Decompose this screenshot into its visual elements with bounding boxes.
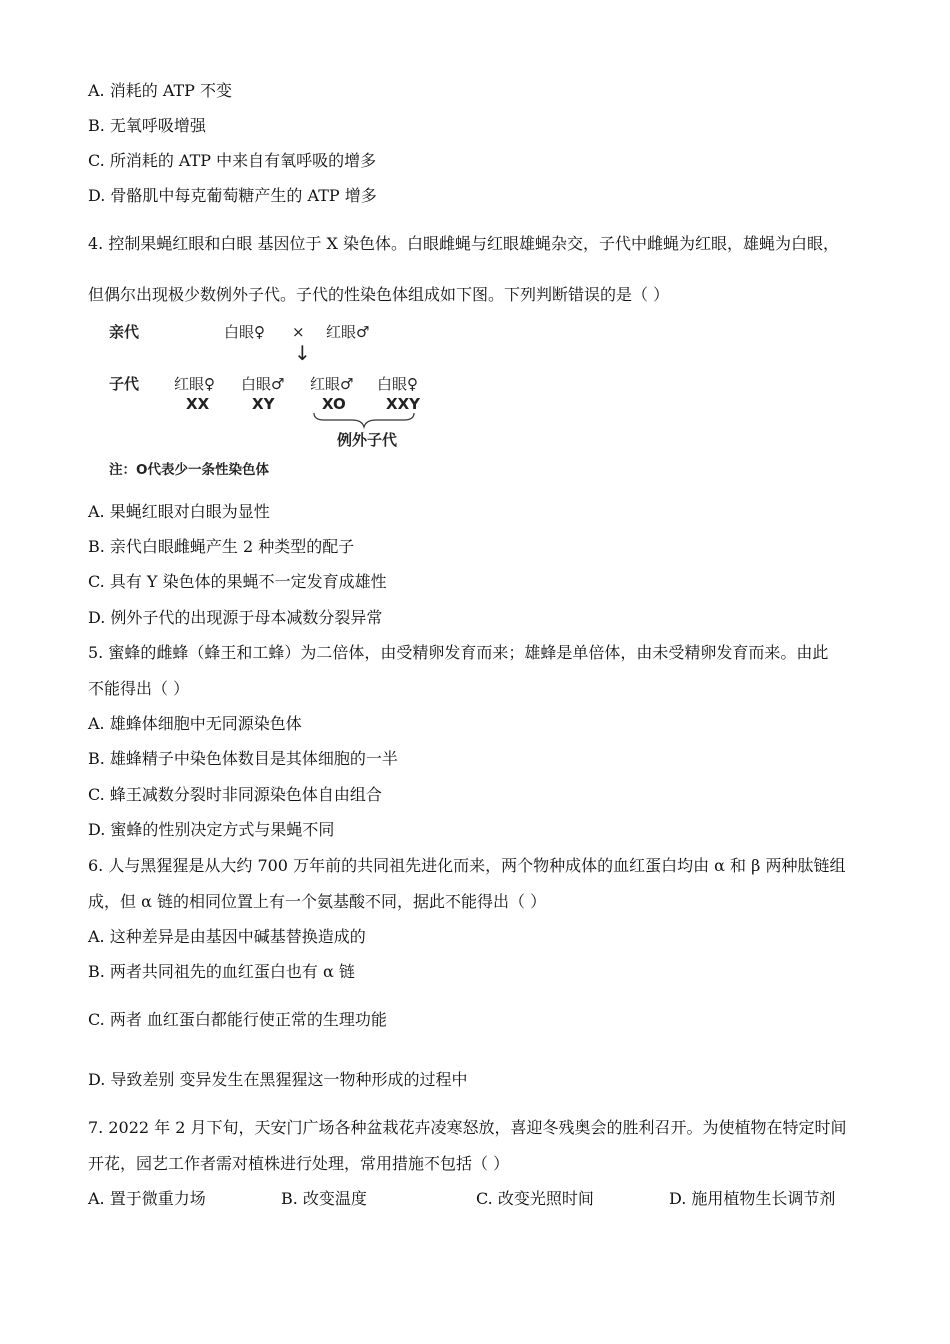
q3-option-c: C. 所消耗的 ATP 中来自有氧呼吸的增多 bbox=[88, 151, 377, 170]
q3-option-a: A. 消耗的 ATP 不变 bbox=[88, 81, 233, 100]
offspring-2-genotype: XY bbox=[252, 395, 275, 413]
q7-option-c: C. 改变光照时间 bbox=[476, 1189, 594, 1208]
offspring-1-phenotype: 红眼♀ bbox=[174, 375, 215, 393]
q6-option-d: D. 导致差别 变异发生在黑猩猩这一物种形成的过程中 bbox=[88, 1070, 468, 1089]
q4-option-c: C. 具有 Y 染色体的果蝇不一定发育成雄性 bbox=[88, 572, 387, 591]
q6-stem-line1: 6. 人与黑猩猩是从大约 700 万年前的共同祖先进化而来，两个物种成体的血红蛋白均由 α 和 β 两种肽链组 bbox=[88, 856, 846, 875]
q5-option-a: A. 雄蜂体细胞中无同源染色体 bbox=[88, 714, 302, 733]
offspring-2-phenotype: 白眼♂ bbox=[241, 375, 285, 393]
q5-stem-line2: 不能得出（ ） bbox=[88, 679, 190, 698]
down-arrow-icon: ↓ bbox=[294, 341, 311, 365]
q5-option-b: B. 雄蜂精子中染色体数目是其体细胞的一半 bbox=[88, 749, 398, 768]
offspring-3-genotype: XO bbox=[322, 395, 346, 413]
q7-stem-line2: 开花，园艺工作者需对植株进行处理，常用措施不包括（ ） bbox=[88, 1154, 510, 1173]
exception-offspring-label: 例外子代 bbox=[337, 431, 398, 449]
q7-option-b: B. 改变温度 bbox=[281, 1189, 367, 1208]
parent-male: 红眼♂ bbox=[326, 323, 370, 341]
offspring-1-genotype: XX bbox=[186, 395, 210, 413]
q6-option-a: A. 这种差异是由基因中碱基替换造成的 bbox=[88, 927, 366, 946]
figure-note: 注：O代表少一条性染色体 bbox=[109, 462, 269, 478]
q5-option-c: C. 蜂王减数分裂时非同源染色体自由组合 bbox=[88, 785, 382, 804]
q7-option-d: D. 施用植物生长调节剂 bbox=[669, 1189, 836, 1208]
q4-option-b: B. 亲代白眼雌蝇产生 2 种类型的配子 bbox=[88, 537, 355, 556]
q4-option-a: A. 果蝇红眼对白眼为显性 bbox=[88, 502, 270, 521]
offspring-generation-label: 子代 bbox=[109, 375, 140, 393]
cross-symbol: × bbox=[292, 323, 305, 341]
q6-stem-line2: 成，但 α 链的相同位置上有一个氨基酸不同，据此不能得出（ ） bbox=[88, 892, 547, 911]
offspring-4-genotype: XXY bbox=[386, 395, 420, 413]
parent-female: 白眼♀ bbox=[224, 323, 265, 341]
q5-option-d: D. 蜜蜂的性别决定方式与果蝇不同 bbox=[88, 820, 335, 839]
q3-option-b: B. 无氧呼吸增强 bbox=[88, 116, 206, 135]
q7-stem-line1: 7. 2022 年 2 月下旬，天安门广场各种盆栽花卉凌寒怒放，喜迎冬残奥会的胜利召开。为使植物在特定时间 bbox=[88, 1118, 847, 1137]
offspring-4-phenotype: 白眼♀ bbox=[377, 375, 418, 393]
parent-generation-label: 亲代 bbox=[109, 323, 140, 341]
q4-stem-line1: 4. 控制果蝇红眼和白眼 基因位于 X 染色体。白眼雌蝇与红眼雄蝇杂交，子代中雌蝇为红眼，雄蝇为白眼， bbox=[88, 234, 840, 253]
q6-option-c: C. 两者 血红蛋白都能行使正常的生理功能 bbox=[88, 1010, 387, 1029]
q3-option-d: D. 骨骼肌中每克葡萄糖产生的 ATP 增多 bbox=[88, 186, 377, 205]
q4-stem-line2: 但偶尔出现极少数例外子代。子代的性染色体组成如下图。下列判断错误的是（ ） bbox=[88, 285, 670, 304]
q4-option-d: D. 例外子代的出现源于母本减数分裂异常 bbox=[88, 608, 383, 627]
q7-option-a: A. 置于微重力场 bbox=[88, 1189, 206, 1208]
q6-option-b: B. 两者共同祖先的血红蛋白也有 α 链 bbox=[88, 962, 355, 981]
offspring-3-phenotype: 红眼♂ bbox=[310, 375, 354, 393]
q5-stem-line1: 5. 蜜蜂的雌蜂（蜂王和工蜂）为二倍体，由受精卵发育而来；雄蜂是单倍体，由未受精卵发育而来。由此 bbox=[88, 643, 829, 662]
